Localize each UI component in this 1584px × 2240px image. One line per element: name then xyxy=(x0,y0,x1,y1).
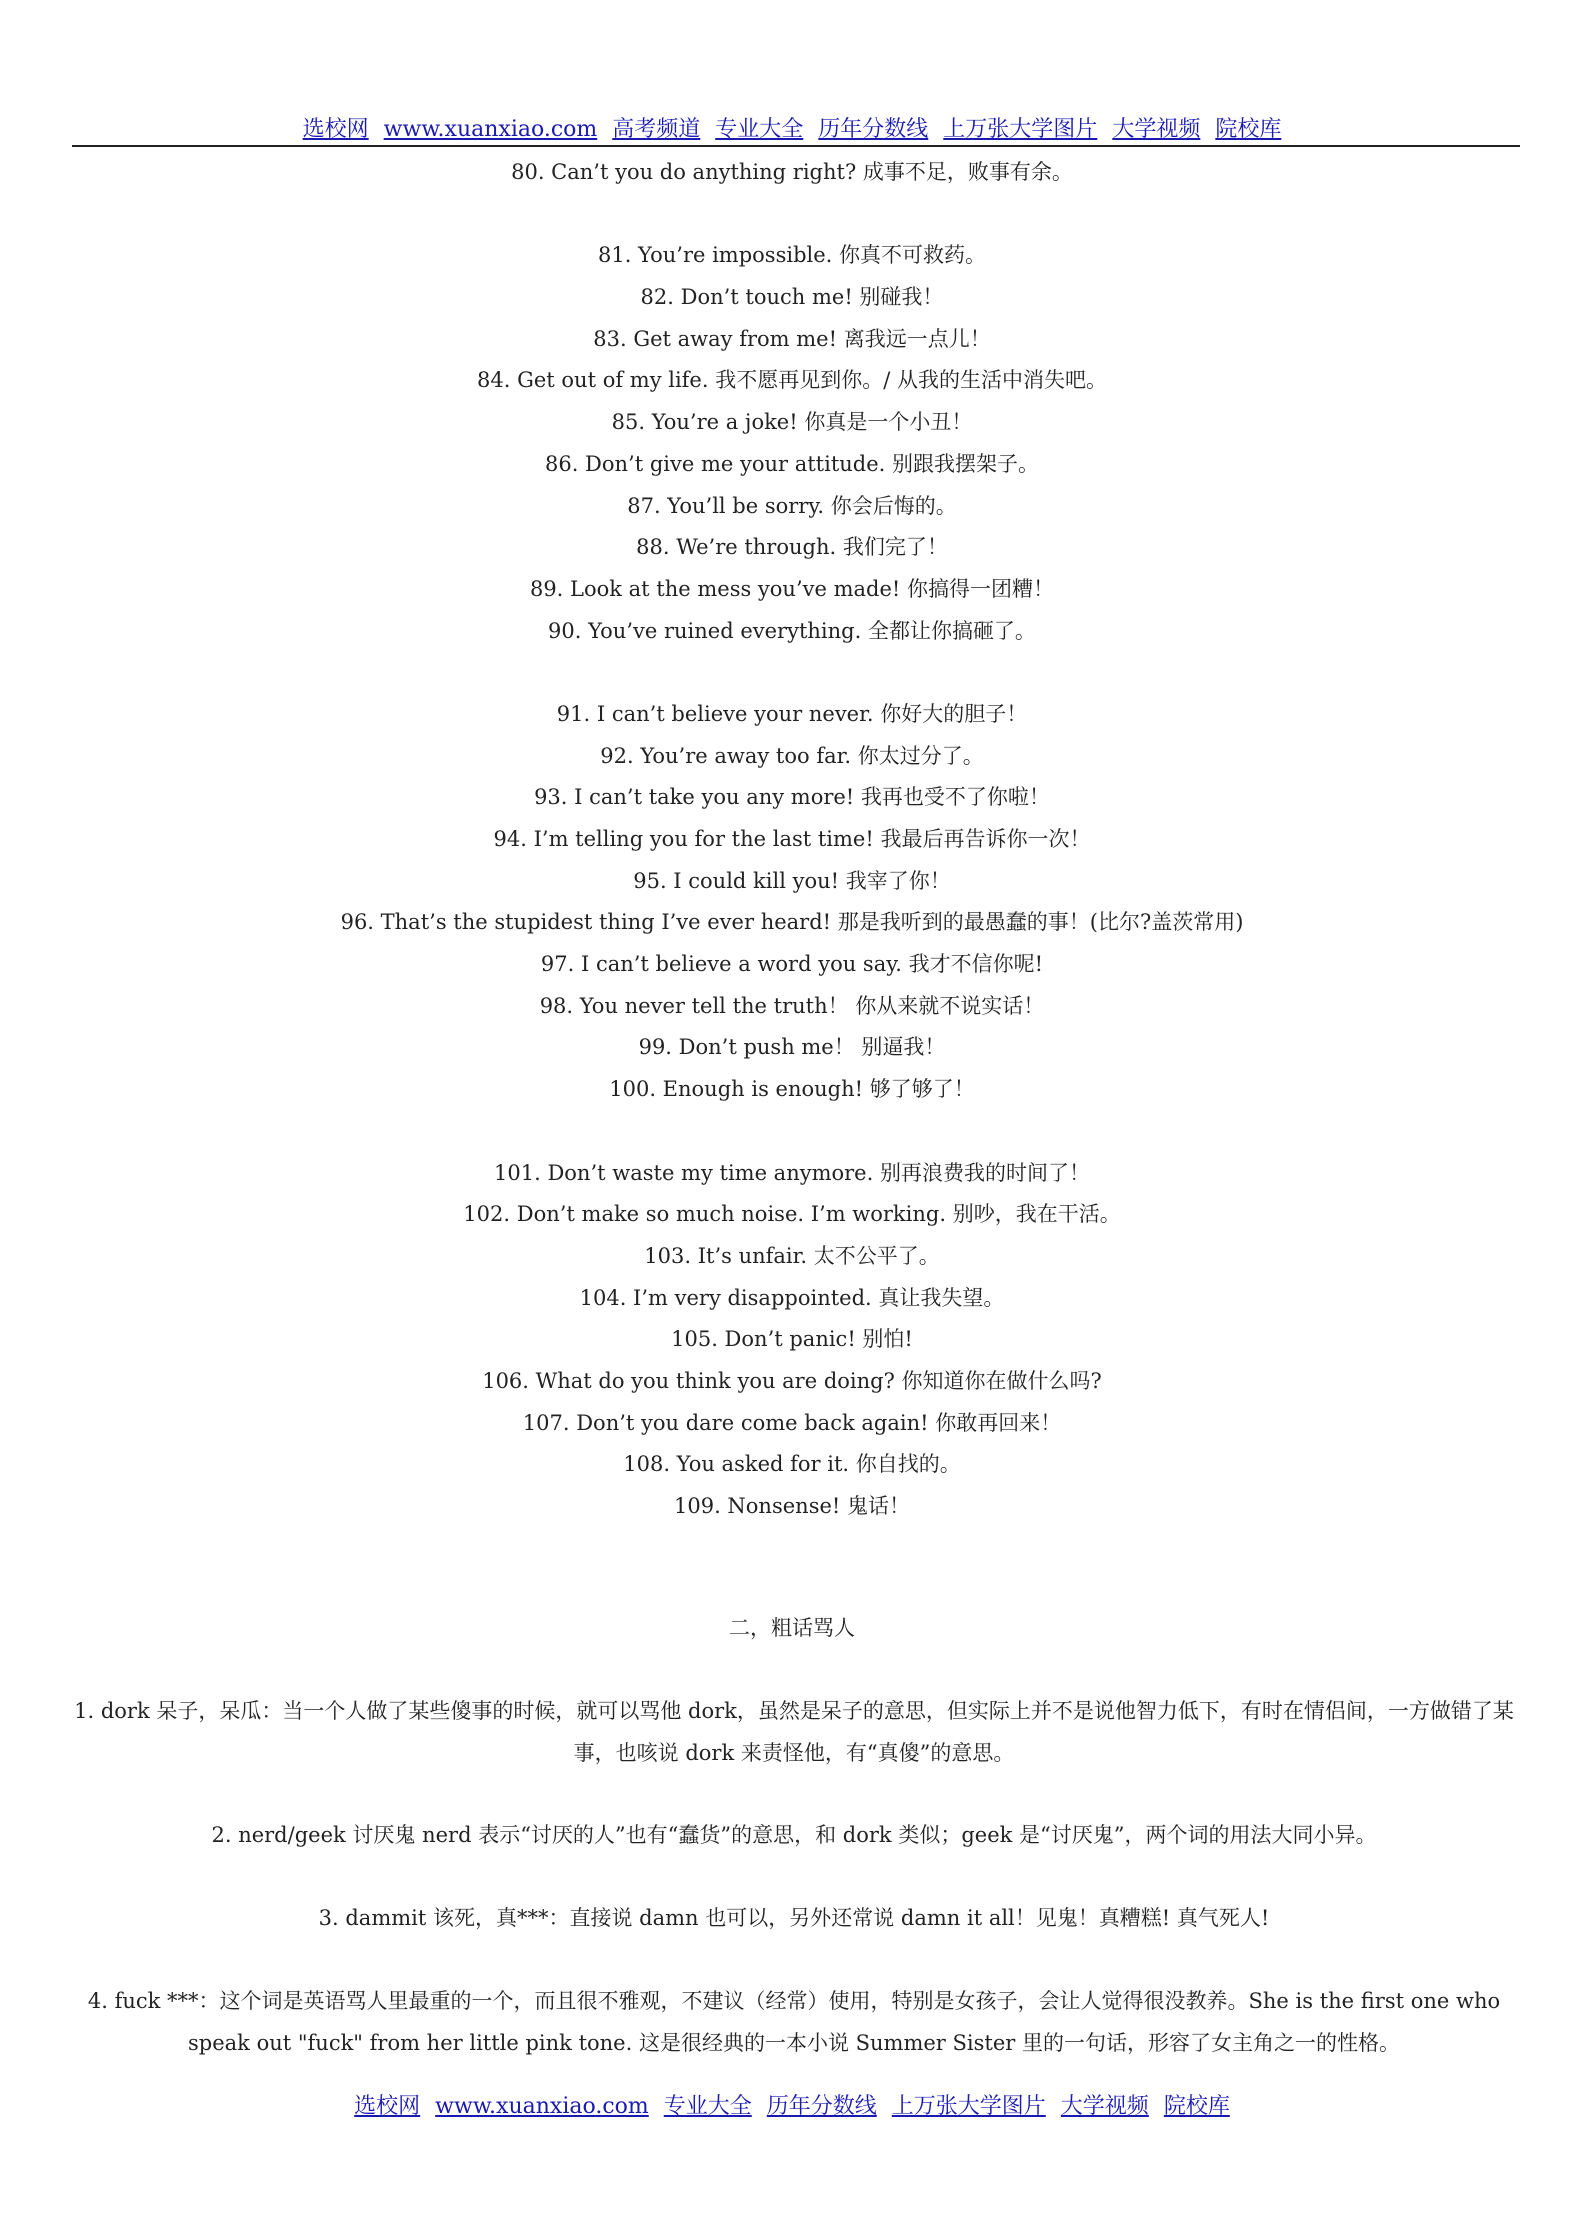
phrase-line: 94. I’m telling you for the last time! 我最后再告诉你一次！ xyxy=(493,827,1091,851)
phrase-line: 96. That’s the stupidest thing I’ve ever heard! 那是我听到的最愚蠢的事！(比尔?盖茨常用) xyxy=(340,910,1244,935)
footer-link-scores[interactable]: 历年分数线 xyxy=(766,2094,877,2119)
vocab-paragraph-dork: 1. dork 呆子，呆瓜：当一个人做了某些傻事的时候，就可以骂他 dork，虽然是呆子的意思，但实际上并不是说他智力低下，有时在情侣间，一方做错了某事，也咳说 dork 来责怪他，有“真傻”的意思。 xyxy=(74,1699,1514,1765)
phrase-line: 88. We’re through. 我们完了！ xyxy=(636,535,948,560)
footer-nav xyxy=(0,2089,1584,2120)
phrase-line: 106. What do you think you are doing? 你知道你在做什么吗? xyxy=(482,1368,1102,1393)
blank-line xyxy=(0,194,1584,236)
phrase-line: 98. You never tell the truth！ 你从来就不说实话！ xyxy=(539,993,1045,1018)
phrase-line: 99. Don’t push me！ 别逼我！ xyxy=(638,1035,946,1060)
vocab-paragraph-nerd: 2. nerd/geek 讨厌鬼 nerd 表示“讨厌的人”也有“蠢货”的意思，和 dork 类似；geek 是“讨厌鬼”，两个词的用法大同小异。 xyxy=(211,1823,1377,1847)
footer-link-site-url[interactable]: www.xuanxiao.com xyxy=(435,2094,649,2119)
nav-link-xuanxiao[interactable]: 选校网 xyxy=(302,117,369,142)
phrase-line: 97. I can’t believe a word you say. 我才不信你呢! xyxy=(540,952,1044,977)
footer-link-xuanxiao[interactable]: 选校网 xyxy=(354,2094,421,2119)
blank-line xyxy=(0,652,1584,694)
phrase-line: 95. I could kill you! 我宰了你！ xyxy=(633,868,951,893)
nav-link-schools[interactable]: 院校库 xyxy=(1215,117,1282,142)
phrase-line: 92. You’re away too far. 你太过分了。 xyxy=(600,743,984,768)
phrase-line: 93. I can’t take you any more! 我再也受不了你啦！ xyxy=(534,785,1050,810)
nav-link-photos[interactable]: 上万张大学图片 xyxy=(943,117,1098,142)
footer-link-majors[interactable]: 专业大全 xyxy=(663,2094,752,2119)
phrase-line: 103. It’s unfair. 太不公平了。 xyxy=(644,1243,940,1268)
phrase-list xyxy=(0,152,1584,1528)
phrase-line: 104. I’m very disappointed. 真让我失望。 xyxy=(579,1285,1005,1310)
phrase-line: 85. You’re a joke! 你真是一个小丑！ xyxy=(611,410,973,435)
phrase-line: 100. Enough is enough! 够了够了！ xyxy=(609,1077,975,1102)
vocab-paragraph-dammit: 3. dammit 该死，真***：直接说 damn 也可以，另外还常说 damn it all！见鬼！真糟糕! 真气死人! xyxy=(318,1906,1270,1930)
nav-link-scores[interactable]: 历年分数线 xyxy=(818,117,929,142)
phrase-line: 102. Don’t make so much noise. I’m working. 别吵，我在干活。 xyxy=(463,1202,1121,1227)
phrase-line: 89. Look at the mess you’ve made! 你搞得一团糟！ xyxy=(529,576,1055,601)
footer-link-photos[interactable]: 上万张大学图片 xyxy=(891,2094,1046,2119)
vocab-paragraph-fuck: 4. fuck ***：这个词是英语骂人里最重的一个，而且很不雅观，不建议（经常）使用，特别是女孩子，会让人觉得很没教养。She is the first one who speak out "fuck" from her little pink tone. 这是很经典的一本小说 Summer Sister 里的一句话，形容了女主角之一的性格。 xyxy=(87,1989,1501,2055)
phrase-line: 101. Don’t waste my time anymore. 别再浪费我的时间了！ xyxy=(494,1160,1090,1185)
phrase-line: 80. Can’t you do anything right? 成事不足，败事有余。 xyxy=(511,160,1073,184)
blank-line xyxy=(0,1111,1584,1153)
header-divider xyxy=(72,145,1520,147)
header-nav xyxy=(0,112,1584,143)
phrase-line: 81. You’re impossible. 你真不可救药。 xyxy=(597,243,987,268)
nav-link-site-url[interactable]: www.xuanxiao.com xyxy=(383,117,598,142)
phrase-line: 87. You’ll be sorry. 你会后悔的。 xyxy=(627,493,957,518)
nav-link-gaokao[interactable]: 高考频道 xyxy=(612,117,701,142)
phrase-line: 90. You’ve ruined everything. 全都让你搞砸了。 xyxy=(548,618,1036,643)
phrase-line: 82. Don’t touch me! 别碰我！ xyxy=(640,285,944,310)
nav-link-majors[interactable]: 专业大全 xyxy=(715,117,804,142)
phrase-line: 105. Don’t panic! 别怕! xyxy=(671,1327,913,1352)
phrase-line: 91. I can’t believe your never. 你好大的胆子！ xyxy=(556,701,1028,726)
footer-link-schools[interactable]: 院校库 xyxy=(1163,2094,1230,2119)
phrase-line: 109. Nonsense! 鬼话！ xyxy=(673,1494,911,1518)
phrase-line: 86. Don’t give me your attitude. 别跟我摆架子。 xyxy=(544,451,1040,476)
phrase-line: 108. You asked for it. 你自找的。 xyxy=(623,1452,961,1477)
section-title: 二，粗话骂人 xyxy=(729,1616,855,1640)
phrase-line: 84. Get out of my life. 我不愿再见到你。/ 从我的生活中消失吧。 xyxy=(477,368,1107,393)
phrase-line: 83. Get away from me! 离我远一点儿！ xyxy=(593,326,991,351)
footer-link-videos[interactable]: 大学视频 xyxy=(1060,2094,1149,2119)
nav-link-videos[interactable]: 大学视频 xyxy=(1112,117,1201,142)
phrase-line: 107. Don’t you dare come back again! 你敢再回来！ xyxy=(522,1410,1062,1435)
